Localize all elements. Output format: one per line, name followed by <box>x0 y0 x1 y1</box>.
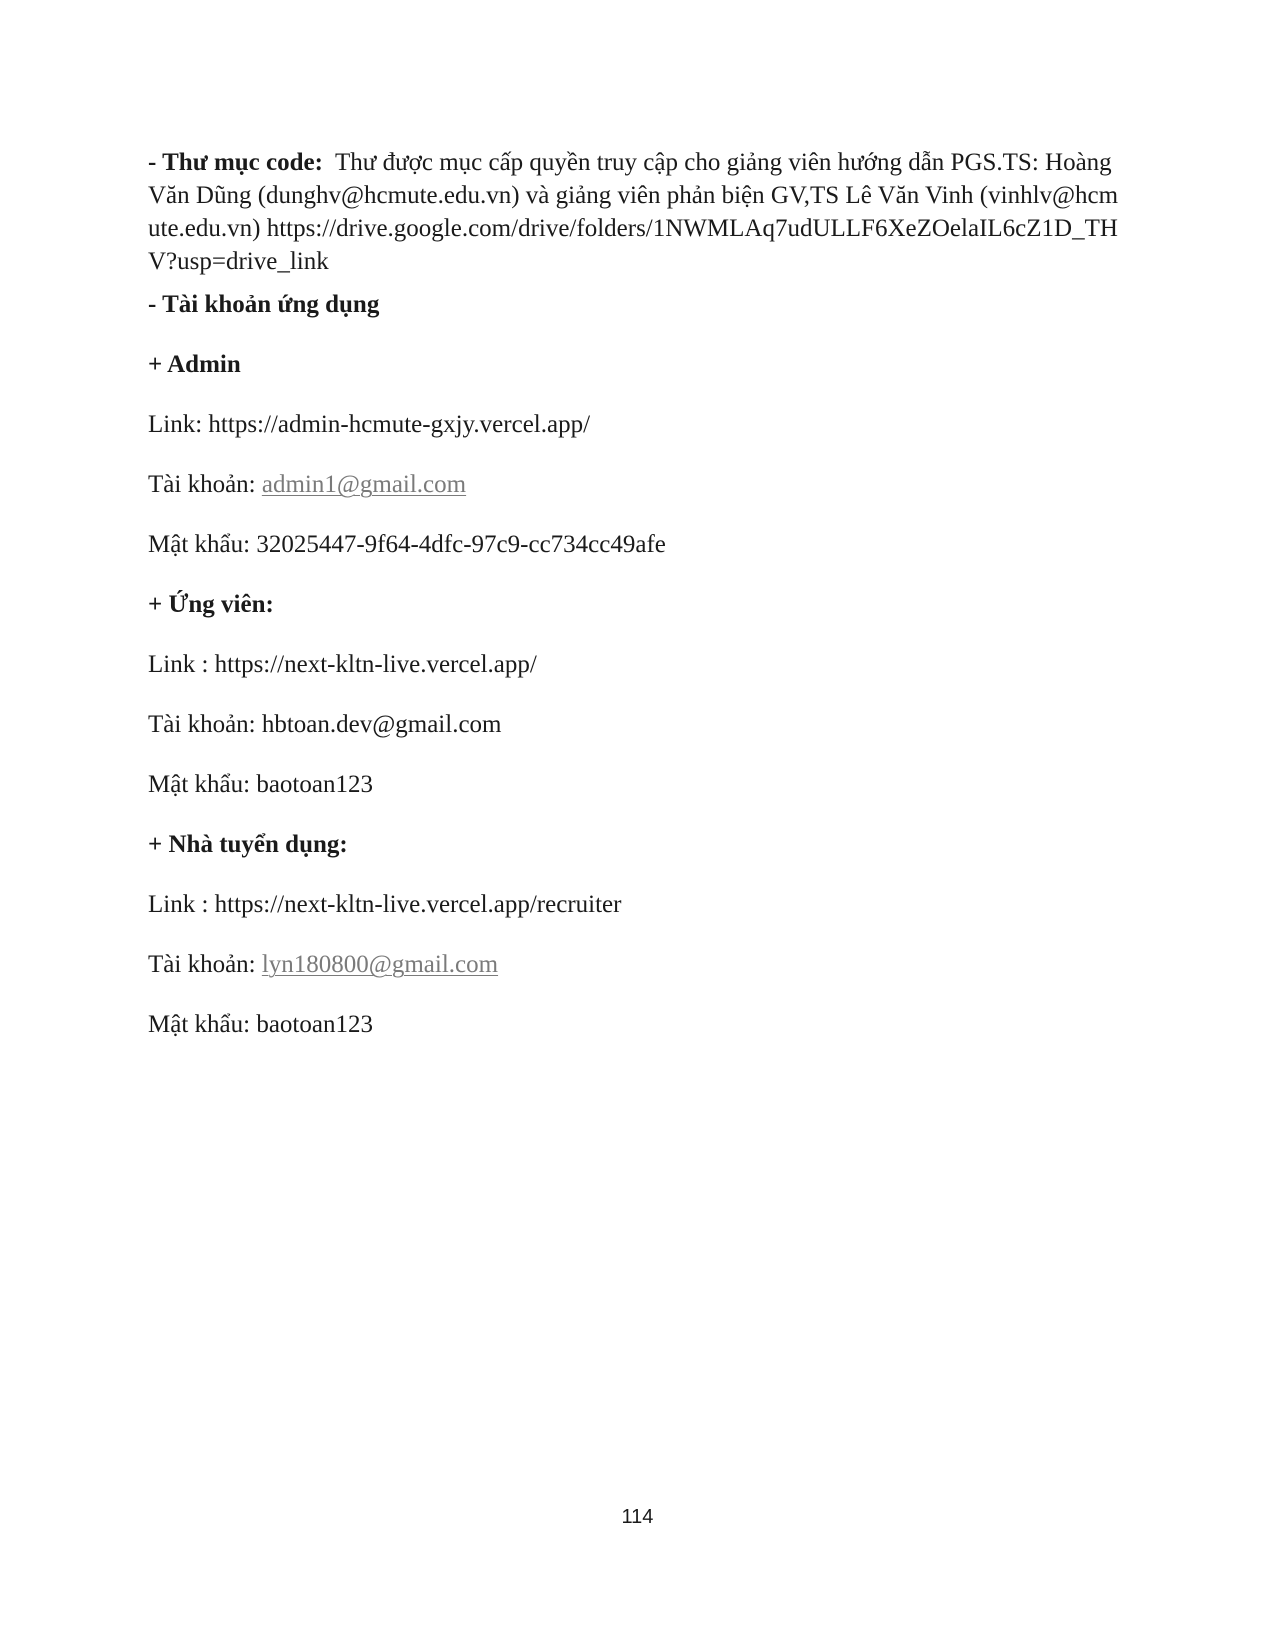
candidate-account: hbtoan.dev@gmail.com <box>261 711 502 738</box>
recruiter-account-line <box>148 948 1128 981</box>
code-folder-paragraph <box>148 146 1128 278</box>
admin-account-line <box>148 468 1128 501</box>
recruiter-link[interactable]: https://next-kltn-live.vercel.app/recruiter <box>214 891 622 918</box>
accounts-heading: - Tài khoản ứng dụng <box>148 291 380 318</box>
admin-password: 32025447-9f64-4dfc-97c9-cc734cc49afe <box>256 531 666 558</box>
admin-link-label: Link: <box>148 411 203 438</box>
admin-password-line <box>148 528 1128 561</box>
recruiter-password-line <box>148 1008 1128 1041</box>
code-folder-label: - Thư mục code: <box>148 149 323 176</box>
admin-account-label: Tài khoản: <box>148 471 256 498</box>
admin-password-label: Mật khẩu: <box>148 531 251 558</box>
candidate-password-label: Mật khẩu: <box>148 771 251 798</box>
recruiter-account-label: Tài khoản: <box>148 951 256 978</box>
recruiter-password: baotoan123 <box>256 1011 373 1038</box>
candidate-password: baotoan123 <box>256 771 373 798</box>
admin-link[interactable]: https://admin-hcmute-gxjy.vercel.app/ <box>208 411 591 438</box>
admin-heading: + Admin <box>148 351 241 378</box>
candidate-link-line <box>148 648 1128 681</box>
admin-link-line <box>148 408 1128 441</box>
recruiter-link-label: Link : <box>148 891 209 918</box>
recruiter-link-line <box>148 888 1128 921</box>
candidate-account-line <box>148 708 1128 741</box>
candidate-heading: + Ứng viên: <box>148 591 274 618</box>
page-content <box>148 146 1128 1041</box>
page-number: 114 <box>621 1506 654 1528</box>
recruiter-heading: + Nhà tuyển dụng: <box>148 831 348 858</box>
candidate-link[interactable]: https://next-kltn-live.vercel.app/ <box>214 651 537 678</box>
candidate-link-label: Link : <box>148 651 209 678</box>
code-folder-text: Thư được mục cấp quyền truy cập cho giảng viên hướng dẫn PGS.TS: Hoàng Văn Dũng (dunghv@hcmute.edu.vn) và giảng viên phản biện GV,TS Lê Văn Vinh (vinhlv@hcmute.edu.vn) https://drive.google.com/drive/folders/1NWMLAq7udULLF6XeZOelaIL6cZ1D_THV?usp=drive_link <box>148 149 1119 275</box>
candidate-password-line <box>148 768 1128 801</box>
recruiter-password-label: Mật khẩu: <box>148 1011 251 1038</box>
admin-account-link[interactable]: admin1@gmail.com <box>261 471 467 498</box>
candidate-account-label: Tài khoản: <box>148 711 256 738</box>
recruiter-account-link[interactable]: lyn180800@gmail.com <box>261 951 499 978</box>
